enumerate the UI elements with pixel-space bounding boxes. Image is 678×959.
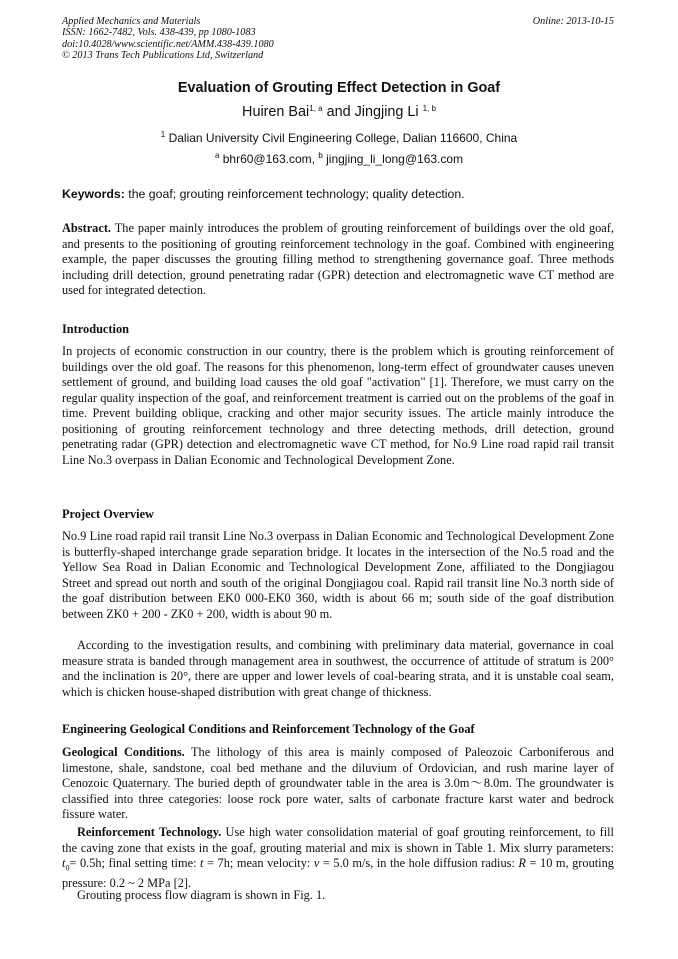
email-sup: b <box>318 151 323 160</box>
var-r: R <box>518 856 526 870</box>
email-b[interactable]: jingjing_li_long@163.com <box>326 152 464 166</box>
abstract <box>62 221 614 299</box>
author-sup: 1, a <box>309 104 323 113</box>
reinforcement-text: Use high water consolidation material of goaf grouting reinforcement, to fill the caving zone that exists in the goaf, grouting material and mix is shown in Table 1. Mix slurry parameters: <box>62 825 614 855</box>
section-heading-introduction: Introduction <box>62 322 129 336</box>
paper-title: Evaluation of Grouting Effect Detection in Goaf <box>177 80 501 96</box>
abstract-text: The paper mainly introduces the problem of grouting reinforcement of buildings over the old goaf, and presents to the positioning of grouting reinforcement technology in the goaf. Combined with engineering example, the paper discusses the grouting filling method to strengthening governance goaf. Three methods including drill detection, ground penetrating radar (GPR) detection and electromagnetic wave CT method are used for integrated detection. <box>62 221 614 297</box>
section-heading-geology: Engineering Geological Conditions and Reinforcement Technology of the Goaf <box>62 722 475 736</box>
var-t0-sub: 0 <box>65 863 70 873</box>
project-overview-p2: According to the investigation results, and combining with preliminary data material, governance in coal measure strata is banded through management area in southwest, the occurrence of attitude of stratum is 200° and the inclination is 20°, there are upper and lower levels of coal-bearing strata, and it is unstable coal seam, which is chicken house-shaped distribution with great change of thickness. <box>62 638 614 699</box>
geology-label: Geological Conditions. <box>62 745 185 759</box>
journal-info <box>62 16 274 62</box>
project-overview-p1: No.9 Line road rapid rail transit Line No.3 overpass in Dalian Economic and Technological Development Zone is butterfly-shaped interchange grade separation bridge. It locates in the intersection of the No.5 road and the Yellow Sea Road in Dalian Economic and Technological Development Zone, affiliated to the Dongjiagou Street and spread out north and south of the original Dongjiagou coal. Rapid rail transit line No.3 north side of the goaf distribution between EK0 000-EK0 360, width is about 66 m; south side of the goaf distribution between ZK0 + 200 - ZK0 + 200, width is about 90 m. <box>62 529 614 621</box>
var-v: v <box>313 856 320 870</box>
var-t0: t <box>62 856 66 870</box>
flow-diagram-sentence: Grouting process flow diagram is shown in Fig. 1. <box>77 888 326 902</box>
affiliation <box>0 131 678 145</box>
introduction-text: In projects of economic construction in our country, there is the problem which is grouting reinforcement of buildings over the old goaf. The reasons for this phenomenon, long-term effect of groundwater causes uneven settlement of ground, and building load causes the old goaf "activation" [1]. Therefore, we must carry on the regular quality inspection of the goaf, and reinforcement treatment is carried out on the problems of the goaf in time. Prevent building oblique, cracking and other major security issues. The article mainly introduce the positioning of grouting reinforcement technology and three detecting methods, drill detection, ground penetrating radar (GPR) detection and electromagnetic wave CT method, for No.9 Line road rapid rail transit Line No.3 overpass in Dalian Economic and Technological Development Zone. <box>62 344 614 467</box>
affiliation-text: Dalian University Civil Engineering College, Dalian 116600, China <box>168 131 518 145</box>
copyright-line: © 2013 Trans Tech Publications Ltd, Switzerland <box>62 50 264 62</box>
journal-name: Applied Mechanics and Materials <box>62 16 201 27</box>
reinforcement-label: Reinforcement Technology. <box>77 825 222 839</box>
author-name: Jingjing Li <box>354 104 419 120</box>
geology-paragraph <box>62 745 614 823</box>
author-name: Huiren Bai <box>242 104 310 120</box>
keywords <box>62 187 614 201</box>
keywords-text: the goaf; grouting reinforcement technology; quality detection. <box>128 187 465 201</box>
abstract-label: Abstract. <box>62 221 112 235</box>
author-line <box>0 104 678 120</box>
online-date: Online: 2013-10-15 <box>532 16 614 27</box>
issn-line: ISSN: 1662-7482, Vols. 438-439, pp 1080-1083 <box>62 27 256 39</box>
email-sup: a <box>214 151 220 160</box>
v-value: = 5.0 m/s, in the hole diffusion radius: <box>322 856 515 870</box>
var-t: t <box>200 856 204 870</box>
author-sup: 1, b <box>422 104 436 113</box>
doi-line: doi:10.4028/www.scientific.net/AMM.438-439.1080 <box>62 38 274 50</box>
email-line <box>0 152 678 166</box>
email-a[interactable]: bhr60@163.com, <box>222 152 315 166</box>
geology-text: The lithology of this area is mainly composed of Paleozoic Carboniferous and limestone, shale, sandstone, coal bed methane and the diluvium of Ordovician, and rush marine layer of Cenozoic Quaternary. The buried depth of groundwater table in the area is 3.0m～8.0m. The groundwater is classified into three categories: loose rock pore water, salts of carbonate fracture karst water and bedrock fissure water. <box>62 745 614 821</box>
r-value: = 10 m, grouting pressure: 0.2 ~ 2 MPa [2]. <box>62 856 614 890</box>
t0-value: = 0.5h; final setting time: <box>69 856 197 870</box>
running-header <box>62 16 614 62</box>
section-heading-project-overview: Project Overview <box>62 507 154 521</box>
author-conjunction: and <box>326 104 351 120</box>
t-value: = 7h; mean velocity: <box>207 856 311 870</box>
affiliation-sup: 1 <box>160 130 166 139</box>
keywords-label: Keywords: <box>62 187 125 201</box>
reinforcement-paragraph <box>62 825 614 891</box>
